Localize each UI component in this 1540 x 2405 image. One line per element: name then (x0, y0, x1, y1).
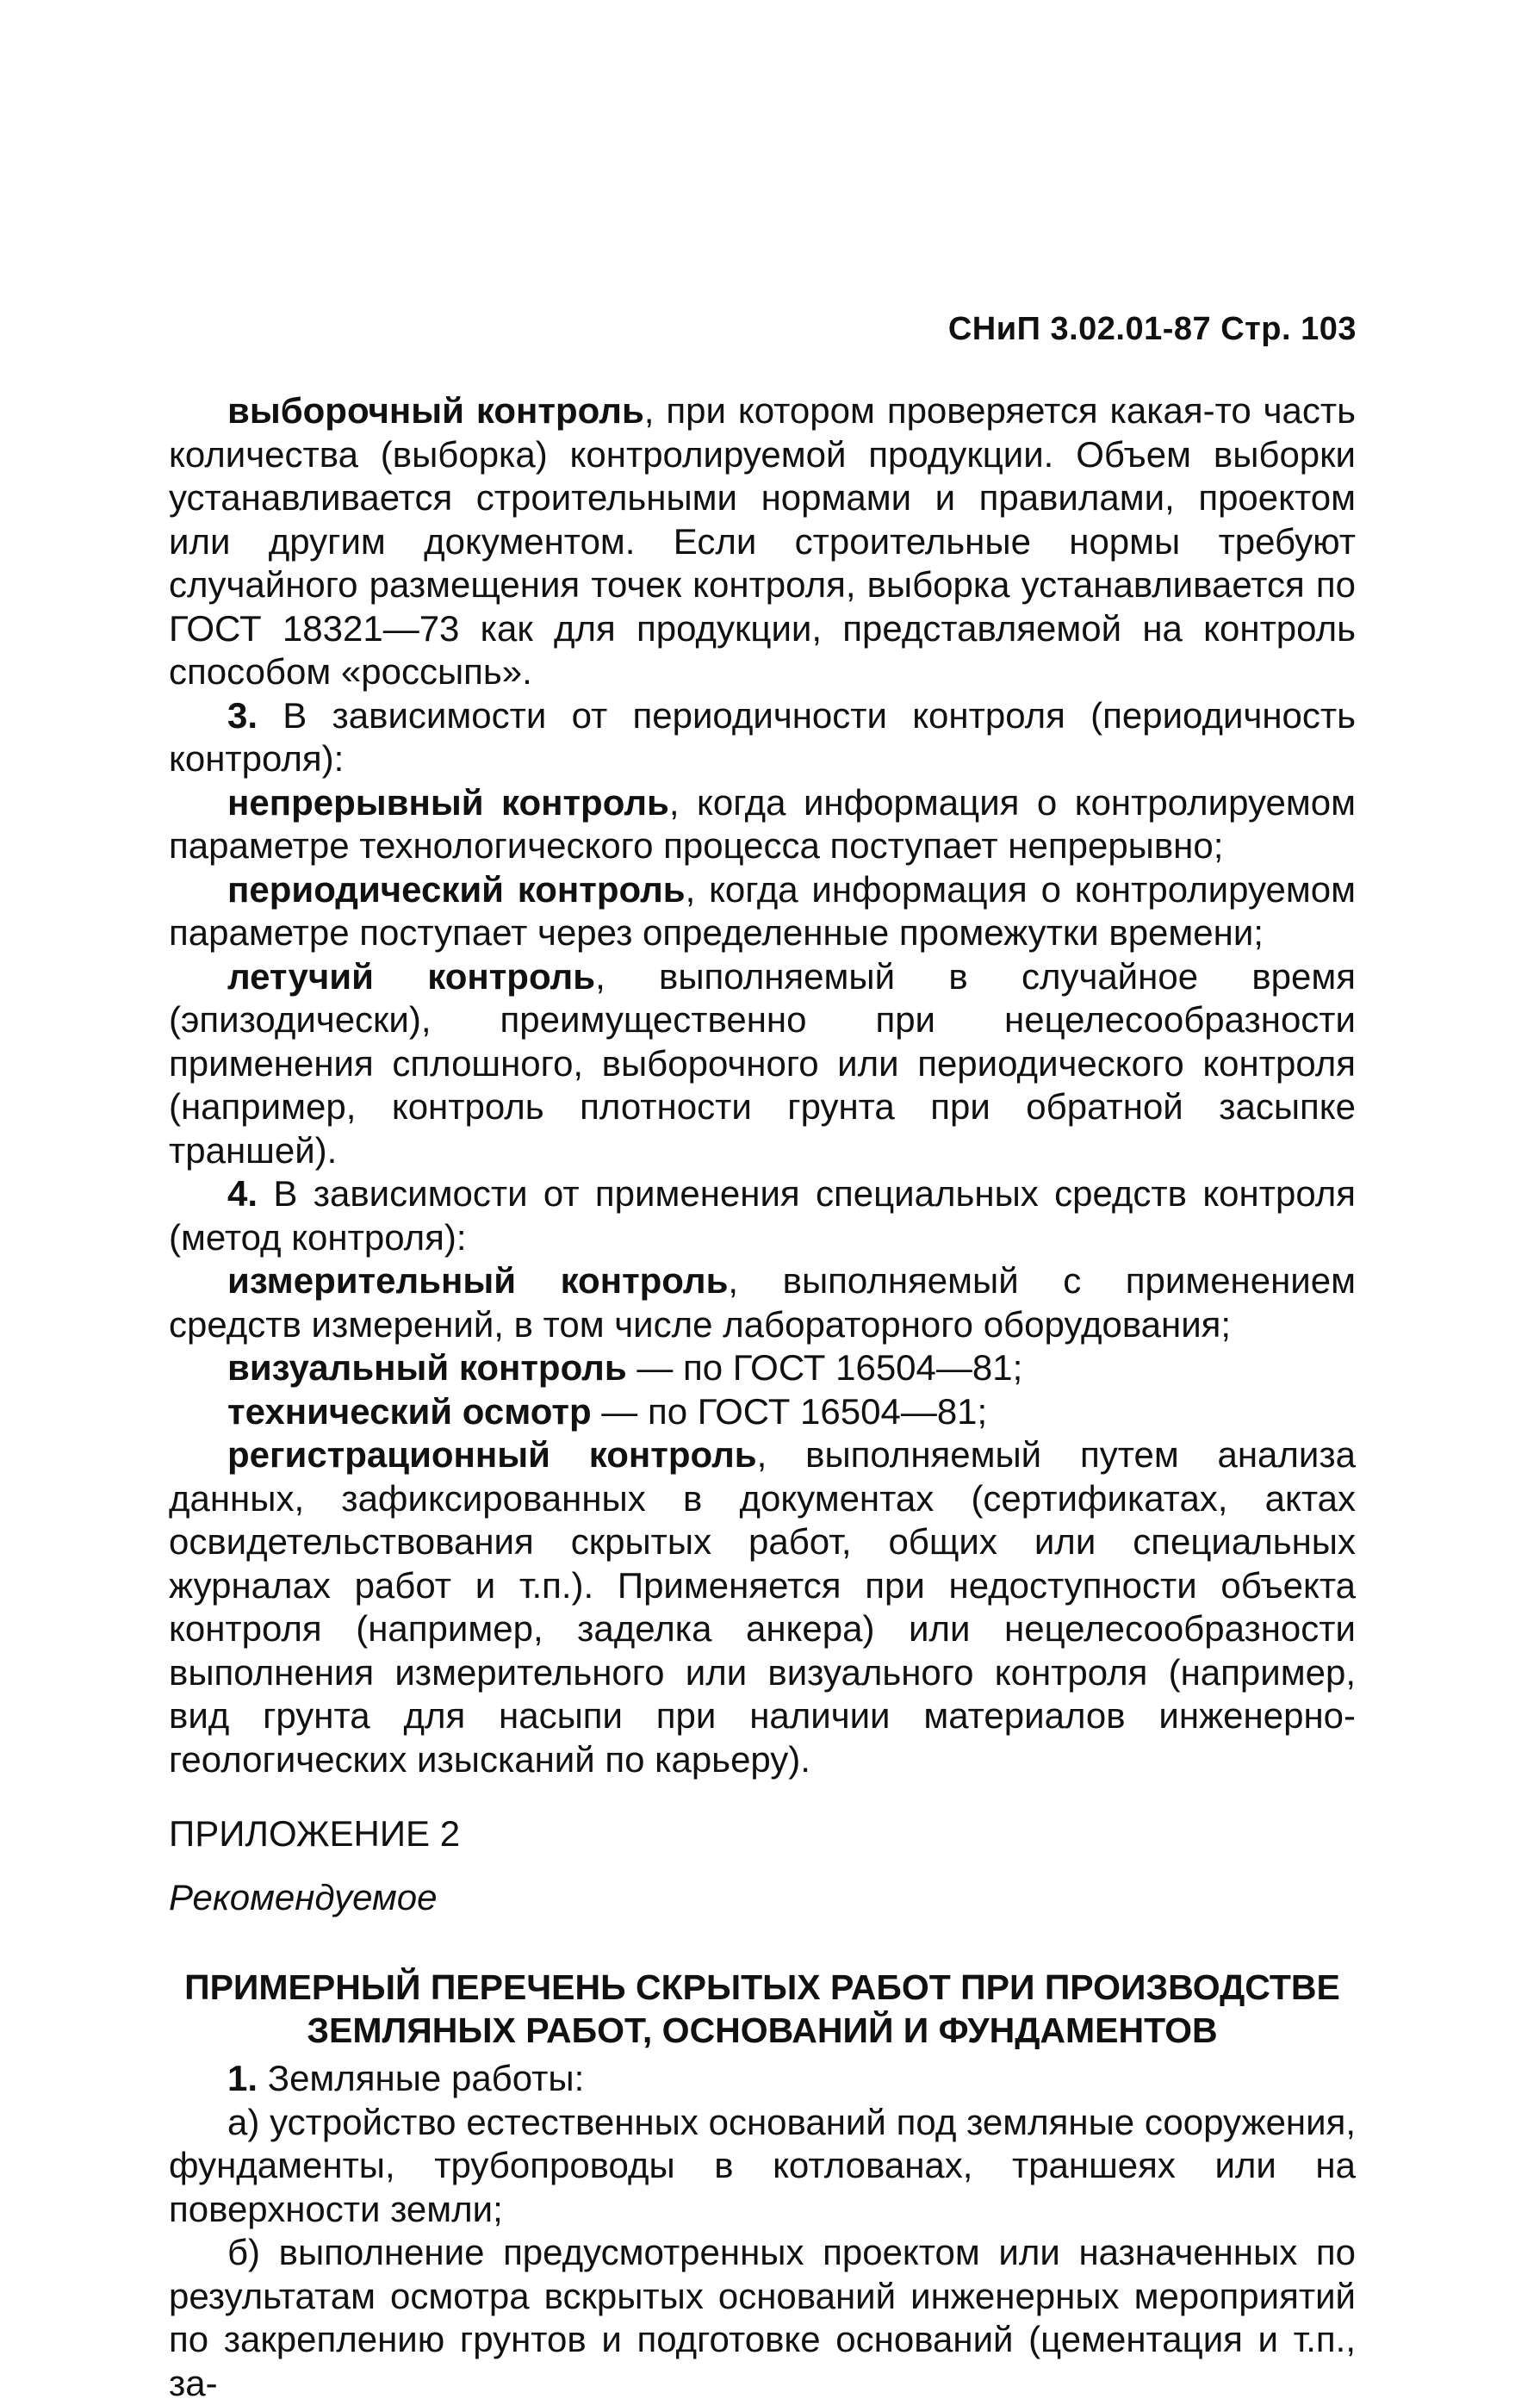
list-subitem-a: а) устройство естественных оснований под земляные сооружения, фундаменты, трубопроводы в котлованах, траншеях или на поверхности земли; (169, 2101, 1356, 2229)
paragraph-text: В зависимости от применения специальных средств контроля (метод контроля): (169, 1173, 1356, 1258)
appendix-title (169, 1966, 1356, 2052)
paragraph-measuring-control (169, 1259, 1356, 1346)
paragraph-text: — по ГОСТ 16504—81; (626, 1347, 1023, 1388)
term: технический осмотр (227, 1390, 592, 1432)
running-header: СНиП 3.02.01-87 Стр. 103 (947, 311, 1357, 347)
term: выборочный контроль (227, 390, 644, 431)
clause-number: 3. (227, 694, 258, 736)
appendix-title-line: ПРИМЕРНЫЙ ПЕРЕЧЕНЬ СКРЫТЫХ РАБОТ ПРИ ПРОИЗВОДСТВЕ (184, 1967, 1340, 2007)
paragraph-text: Земляные работы: (258, 2058, 585, 2098)
term: летучий контроль (227, 955, 596, 997)
term: измерительный контроль (227, 1260, 729, 1301)
appendix-title-line: ЗЕМЛЯНЫХ РАБОТ, ОСНОВАНИЙ И ФУНДАМЕНТОВ (307, 2010, 1218, 2050)
appendix-status: Рекомендуемое (169, 1877, 438, 1917)
page-body (169, 389, 1356, 2405)
list-subitem-b: б) выполнение предусмотренных проектом или назначенных по результатам осмотра вскрытых оснований инженерных мероприятий по закреплению грунтов и подготовке оснований (цементация и т.п., за- (169, 2232, 1356, 2403)
paragraph-text: , выполняемый путем анализа данных, зафиксированных в документах (сертификатах, актах освидетельствования скрытых работ, общих или специальных журналах работ и т.п.). Применяется при недоступности объекта контроля (например, заделка анкера) или нецелесообразности выполнения измерительного или визуального контроля (например, вид грунта для насыпи при наличии материалов инженерно-геологических изысканий по карьеру). (169, 1434, 1357, 1780)
paragraph-text: , выполняемый с применением средств измерений, в том числе лабораторного оборудования; (169, 1260, 1356, 1345)
paragraph-periodicity (169, 694, 1356, 781)
term: периодический контроль (227, 868, 686, 910)
appendix-label: ПРИЛОЖЕНИЕ 2 (169, 1813, 461, 1854)
paragraph-control-method (169, 1172, 1356, 1259)
paragraph-text: , когда информация о контролируемом параметре поступает через определенные промежутки времени; (169, 868, 1357, 953)
term: непрерывный контроль (227, 781, 669, 823)
paragraph-sample-control (169, 389, 1356, 694)
term: визуальный контроль (227, 1347, 627, 1388)
paragraph-periodic-control (169, 868, 1356, 955)
paragraph-registration-control (169, 1433, 1356, 1781)
paragraph-visual-control (169, 1346, 1356, 1390)
paragraph-text: , при котором проверяется какая-то часть количества (выборка) контролируемой продукции. Объем выборки устанавливается строительными нормами и правилами, проектом или другим документом. Если строительные нормы требуют случайного размещения точек контроля, выборка устанавливается по ГОСТ 18321—73 как для продукции, представляемой на контроль способом «россыпь». (169, 390, 1357, 692)
clause-number: 1. (227, 2058, 258, 2098)
paragraph-text: , выполняемый в случайное время (эпизодически), преимущественно при нецелесообразности применения сплошного, выборочного или периодического контроля (например, контроль плотности грунта при обратной засыпке траншей). (169, 955, 1357, 1171)
clause-number: 4. (227, 1173, 258, 1214)
paragraph-technical-inspection (169, 1390, 1356, 1434)
paragraph-flying-control (169, 955, 1356, 1173)
paragraph-continuous-control (169, 781, 1356, 868)
paragraph-text: — по ГОСТ 16504—81; (591, 1390, 988, 1432)
paragraph-text: , когда информация о контролируемом параметре технологического процесса поступает непрерывно; (169, 781, 1357, 866)
list-item-earthworks (169, 2057, 1356, 2101)
paragraph-text: В зависимости от периодичности контроля (периодичность контроля): (169, 694, 1356, 779)
term: регистрационный контроль (227, 1434, 757, 1475)
